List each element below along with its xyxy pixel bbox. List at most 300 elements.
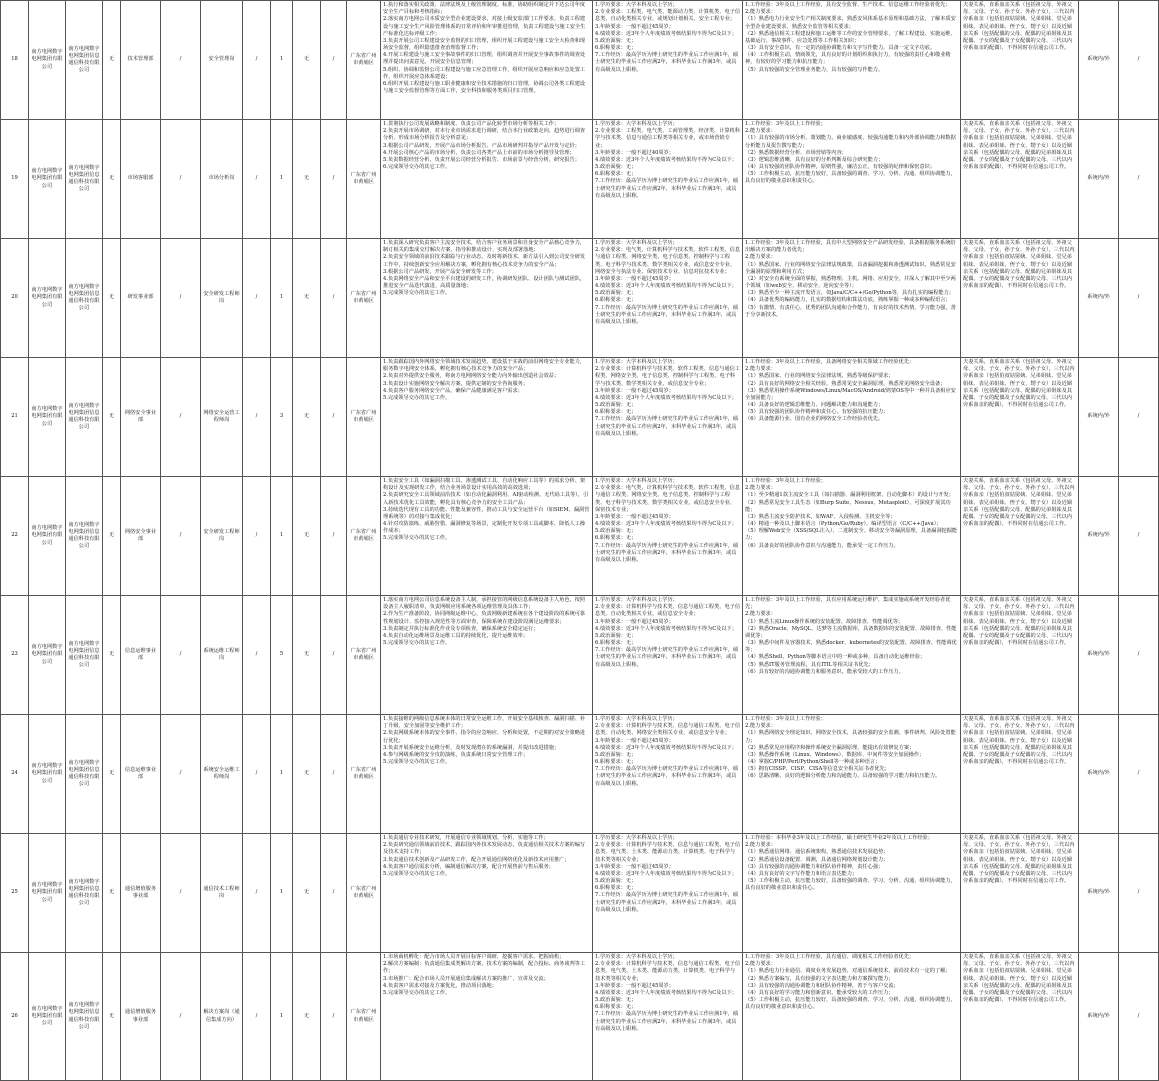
- text-line: 5.政治面貌：无；: [595, 290, 637, 297]
- text-line: 7.工作经历：最高学历为博士研究生的毕业后工作应满1年，硕士研究生的毕业后工作应满2年，本科毕业后工作满3年，或具有高级及以上职称。: [595, 542, 739, 563]
- text-line: 4.绩效要求：近3年个人年度绩效考核结果均不得为C及以下；: [595, 625, 737, 632]
- other-requirement: 无: [293, 120, 321, 239]
- department: 通信增值服务事业部: [121, 834, 161, 953]
- text-line: 4.绩效要求：近3年个人年度绩效考核结果均不得为C及以下；: [595, 30, 737, 37]
- text-line: 5.完成领导交办的其它工作。: [383, 535, 451, 542]
- basic-requirements: [593, 477, 743, 596]
- text-line: （4）具备优秀的编码能力，扎实的数据结构和算法功底，熟练掌握一种或多种编程语言；: [745, 297, 951, 304]
- unit-name: 南方电网数字电网集团信息通信科技有限公司: [66, 1, 103, 120]
- text-line: 3.负责通信技术创新及产品研发工作，配合开展通信网络优化及新技术应用推广；: [383, 856, 570, 863]
- row-number: 20: [1, 239, 29, 358]
- text-line: 1.学历要求：大学本科及以上学历；: [595, 597, 678, 603]
- placeholder: /: [321, 834, 347, 953]
- text-line: 4.负责客户需求对接及方案优化，推动项目落地；: [383, 982, 497, 989]
- row-number: 18: [1, 1, 29, 120]
- remarks: /: [1119, 477, 1159, 596]
- text-line: 2.负责对外提供安全服务，将南方电网网络安全能力向外输出创造社会效益；: [383, 373, 560, 380]
- text-line: 2.专业要求：工程类、电气类、能源动力类、计算机类、电子信息类、自动化类相关专业，或规划计划相关、安全工程专业；: [595, 9, 741, 23]
- text-line: 6.职称要求：无；: [595, 885, 637, 892]
- text-line: 5.政治面貌：无；: [595, 402, 637, 409]
- text-line: 2.专业要求：计算机科学与技术类、软件工程类、信息与通信工程类、网络安全类、电子信息类、控制科学与工程类、电子科学与技术类、数学类相关专业，或信息安全专业；: [595, 366, 741, 387]
- text-line: 1.负责接维的网级信息系统本体的日常安全运维工作，开展安全基线核查、漏洞扫描、补丁升级、安全加固等安全维护工作；: [383, 716, 586, 730]
- text-line: 2.专业要求：工程类、电气类、工商管理类、经济类、计算机科学与技术类、信息与通信工程类等相关专业，或市场营销专业；: [595, 128, 741, 149]
- team: /: [161, 358, 201, 477]
- unit-name: 南方电网数字电网集团信息通信科技有限公司: [66, 596, 103, 715]
- text-line: 3.根据公司产品研发，开展产品市场分析报告、产品市场研判并指导产品开发与定价；: [383, 142, 580, 149]
- company-name: 南方电网数字电网集团有限公司: [29, 358, 66, 477]
- text-line: 7.工作经历：最高学历为博士研究生的毕业后工作应满1年，硕士研究生的毕业后工作应满2年，本科毕业后工作满3年，或具有高级及以上职称。: [595, 178, 739, 199]
- job-duties: [381, 953, 593, 1081]
- text-line: 6.职称要求：无；: [595, 535, 637, 542]
- text-line: 5.完成领导交办的其它工作。: [383, 759, 451, 766]
- post-name: 通信技术工程师岗: [201, 834, 243, 953]
- avoidance-rule: 夫妻关系，直系血亲关系（包括祖父母、外祖父母、父母、子女、孙子女、外孙子女），三代以内旁系血亲（包括伯叔姑舅姨、兄弟姐妹、堂兄弟姐妹、表兄弟姐妹、侄子女、甥子女）以及近姻亲关系（包括配偶的父母、配偶的兄弟姐妹及其配偶、子女的配偶及子女配偶的父母、三代以内旁系血亲的配偶），不得同时在信通公司工作。: [961, 239, 1079, 358]
- text-line: 1.执行和落实相关政策、法律法规及上级管理制度、标准，协助组织制定并下达公司年度安全生产目标和考核指标；: [383, 2, 586, 16]
- team: /: [161, 239, 201, 358]
- placeholder: /: [321, 953, 347, 1081]
- other-requirement: 无: [293, 834, 321, 953]
- sub-department: 无: [103, 834, 121, 953]
- department: 网络安全事业部: [121, 358, 161, 477]
- text-line: （5）理解Web安全（XSS/SQL注入）、二进制安全、移动安全等漏洞原理，具备漏洞挖掘能力；: [745, 528, 958, 542]
- table-row: [1, 1, 1159, 120]
- basic-requirements: [593, 239, 743, 358]
- text-line: 4.开展公司核心产品的市场分析，负责公司各类产品上市前的市场分析推导及管理；: [383, 149, 575, 156]
- text-line: （1）熟悉国家、行业的网络安全法律法规政策，具备漏洞挖掘和渗透测试知识，熟悉常见安全漏洞的原理和利用方式；: [745, 261, 956, 275]
- work-location: 广东省广州市黄埔区: [347, 477, 381, 596]
- post-level: /: [243, 834, 271, 953]
- text-line: （4）具备良好的逻辑思维能力、问题解决能力和沟通能力；: [745, 402, 884, 409]
- post-name: 安全管理岗: [201, 1, 243, 120]
- text-line: 1.市场商机孵化：配合市场人员开展目标客户调研，挖掘客户需求，把握商机；: [383, 954, 565, 960]
- recruit-scope: 系统内/外: [1079, 358, 1119, 477]
- text-line: （2）熟悉数据经营分析、市场营销等内容；: [745, 149, 847, 156]
- text-line: 1.贯彻执行公司发展战略和制度、负责公司产品化转型市场分析等相关工作；: [383, 121, 560, 127]
- text-line: 1.负责跟踪国内外网络安全领域技术发展趋势，建设基于实战的前沿网络安全专业能力，服务数字电网安全体系，孵化拥有核心技术竞争力的安全产品；: [383, 359, 586, 373]
- text-line: 4.绩效要求：近3年个人年度绩效考核结果均不得为C及以下；: [595, 521, 737, 528]
- job-duties: [381, 715, 593, 834]
- text-line: 2.专业要求：计算机科学与技术类、信息与通信工程类、电子信息类、自动化类相关专业，或信息安全专业；: [595, 604, 741, 618]
- text-line: 2.解决方案编制：负责通信集成类解决方案、技术方案的编制，配合投标、商务谈判等工作；: [383, 961, 586, 975]
- headcount: 5: [271, 596, 293, 715]
- qualification-requirements: [743, 834, 961, 953]
- unit-name: 南方电网数字电网集团信息通信科技有限公司: [66, 834, 103, 953]
- work-location: 广东省广州市黄埔区: [347, 596, 381, 715]
- table-row: [1, 834, 1159, 953]
- recruit-scope: 系统内/外: [1079, 715, 1119, 834]
- text-line: 4.绩效要求：近3年个人年度绩效考核结果均不得为C及以下；: [595, 283, 737, 290]
- text-line: 3.年龄要求：一般不超过45周岁；: [595, 387, 674, 394]
- text-line: 2.能力要求：: [745, 9, 776, 16]
- text-line: 5.政治面貌：无；: [595, 997, 637, 1004]
- text-line: 1.工作经验：3年及以上工作经验；: [745, 478, 826, 484]
- work-location: 广东省广州市黄埔区: [347, 120, 381, 239]
- team: /: [161, 834, 201, 953]
- text-line: 5.完成领导交办的其它工作。: [383, 870, 451, 877]
- row-number: 26: [1, 953, 29, 1081]
- text-line: 2.负责网级系统本体的安全事件、指令的应急响应、分析和处置，不定期的对安全策略进行优化；: [383, 730, 586, 744]
- text-line: 3.年龄要求：一般不超过45周岁；: [595, 275, 674, 282]
- sub-department: 无: [103, 1, 121, 120]
- job-duties: [381, 477, 593, 596]
- company-name: 南方电网数字电网集团有限公司: [29, 239, 66, 358]
- job-duties: [381, 834, 593, 953]
- text-line: （3）熟悉至少一种主流开发语言，如Java/C/C++/Go/Python等，具有扎实的编程能力；: [745, 290, 954, 297]
- text-line: （2）熟悉常见安全工具生态（如Burp Suite、Nessus、Metasploit），可深度扩展其功能；: [745, 499, 951, 513]
- remarks: /: [1119, 239, 1159, 358]
- table-row: [1, 715, 1159, 834]
- qualification-requirements: [743, 596, 961, 715]
- text-line: 5.完成领导交办的其它工作。: [383, 290, 451, 297]
- table-row: [1, 120, 1159, 239]
- text-line: （2）具有良好的网络安全相关经验，熟悉常见安全漏洞原理，熟悉常见网络安全设备；: [745, 380, 946, 387]
- text-line: 4.绩效要求：近3年个人年度绩效考核结果均不得为C及以下；: [595, 156, 737, 163]
- recruit-scope: 系统内/外: [1079, 477, 1119, 596]
- text-line: 2.专业要求：电气类、计算机科学与技术类、软件工程类、信息与通信工程类、网络安全类、电子信息类、控制科学与工程类、电子科学与技术类、数学类相关专业，或信息安全专业、保密技术专业；: [595, 485, 741, 513]
- text-line: （3）熟悉常用操作系统Windows/Linux/MacOS/Android/鸿蒙OS等中一种并具备相应安全加固能力；: [745, 387, 956, 401]
- text-line: （2）熟悉常见应用程序和操作系统安全漏洞原理，能提出有效修复方案；: [745, 744, 915, 751]
- text-line: （2）熟悉方案编写，具有较强的文字表达能力和方案撰写能力；: [745, 975, 894, 982]
- text-line: 1.学历要求：大学本科及以上学历；: [595, 478, 678, 484]
- unit-name: 南方电网数字电网集团信息通信科技有限公司: [66, 358, 103, 477]
- text-line: 3.年龄要求：一般不超过45周岁；: [595, 618, 674, 625]
- text-line: （5）具有较强的团队协作精神和责任心，有较强的抗压能力；: [745, 409, 889, 416]
- text-line: 4.绩效要求：近3年个人年度绩效考核结果均不得为C及以下；: [595, 394, 737, 401]
- placeholder: /: [321, 477, 347, 596]
- text-line: 1.落实南方电网公司信息系统设备主人制，承担接管的网级信息系统设备主人角色，按照设备主人履职清单，负责网级应用系统各项运维管理及具体工作；: [383, 597, 586, 611]
- remarks: /: [1119, 715, 1159, 834]
- remarks: /: [1119, 358, 1159, 477]
- text-line: （1）熟悉网络安全理论知识、网络安全技术，具备较强的安全监测、事件研判、风险处置能力；: [745, 730, 956, 744]
- text-line: （1）具有较强的市场分析、策划能力，商业敏感度、较强沟通能力和内外部协调能力和数据分析能力及报告撰写能力；: [745, 135, 956, 149]
- department: 网络安全事业部: [121, 477, 161, 596]
- basic-requirements: [593, 953, 743, 1081]
- team: /: [161, 477, 201, 596]
- avoidance-rule: 夫妻关系，直系血亲关系（包括祖父母、外祖父母、父母、子女、孙子女、外孙子女），三代以内旁系血亲（包括伯叔姑舅姨、兄弟姐妹、堂兄弟姐妹、表兄弟姐妹、侄子女、甥子女）以及近姻亲关系（包括配偶的父母、配偶的兄弟姐妹及其配偶、子女的配偶及子女配偶的父母、三代以内旁系血亲的配偶），不得同时在信通公司工作。: [961, 477, 1079, 596]
- text-line: （2）熟悉通信相关工程建设和施工运维等工作的安全管理要求，了解工程建设、实施运维、基础运行、事故事件、应急处置等工作相关知识；: [745, 30, 956, 44]
- basic-requirements: [593, 596, 743, 715]
- placeholder: /: [321, 358, 347, 477]
- basic-requirements: [593, 358, 743, 477]
- text-line: 1.工作经验：3年及以上工作经验，具有通信、调度相关工作经验者优先；: [745, 954, 915, 960]
- work-location: 广东省广州市黄埔区: [347, 239, 381, 358]
- text-line: 6.职称要求：无；: [595, 171, 637, 178]
- job-duties: [381, 120, 593, 239]
- qualification-requirements: [743, 477, 961, 596]
- text-line: 3.年龄要求：一般不超过45周岁；: [595, 23, 674, 30]
- avoidance-rule: 夫妻关系，直系血亲关系（包括祖父母、外祖父母、父母、子女、孙子女、外孙子女），三代以内旁系血亲（包括伯叔姑舅姨、兄弟姐妹、堂兄弟姐妹、表兄弟姐妹、侄子女、甥子女）以及近姻亲关系（包括配偶的父母、配偶的兄弟姐妹及其配偶、子女的配偶及子女配偶的父母、三代以内旁系血亲的配偶），不得同时在信通公司工作。: [961, 953, 1079, 1081]
- text-line: 2.能力要求：: [745, 366, 776, 373]
- text-line: （5）工作积极主动，抗压能力较好，具备较强的调查、学习、分析、沟通、组织协调能力，具有良好的敬业意识和责任心。: [745, 878, 956, 892]
- text-line: 4.负责网络安全产品和安全平台建设的研发工作，协调研发团队、设计团队与测试团队，推进安全产品迭代演进、高质量落地；: [383, 275, 586, 290]
- job-duties: [381, 358, 593, 477]
- table-row: [1, 953, 1159, 1081]
- recruit-scope: 系统内/外: [1079, 120, 1119, 239]
- team: /: [161, 715, 201, 834]
- remarks: /: [1119, 953, 1159, 1081]
- text-line: 2.能力要求：: [745, 961, 776, 968]
- department: 技术管理部: [121, 1, 161, 120]
- company-name: 南方电网数字电网集团有限公司: [29, 596, 66, 715]
- qualification-requirements: [743, 120, 961, 239]
- text-line: （3）具有较强的沟通协调能力和团队协作精神，善于与客户交流；: [745, 982, 899, 989]
- text-line: 6.组织开展工程建设与施工职业健康和安全技术措施的归口管理，协调公司各类工程建设与施工安全监督管理等方面工作，安全科技和服务类项目归口管理。: [383, 80, 586, 95]
- unit-name: 南方电网数字电网集团信息通信科技有限公司: [66, 120, 103, 239]
- text-line: 2.专业要求：计算机科学与技术类、信息与通信工程类、电子信息类、电气类、土木类、能源动力类、计算机类、电子科学与技术类等相关专业；: [595, 961, 741, 982]
- text-line: 4.负责自动化运维场景及运维工具的持续优化，提升运维效率；: [383, 632, 529, 639]
- post-level: /: [243, 1, 271, 120]
- post-level: /: [243, 477, 271, 596]
- text-line: 5.完成领导交办的其它工作。: [383, 394, 451, 401]
- text-line: （3）熟悉操作系统（Linux、Windows）、数据库、中间件等安全加固操作；: [745, 751, 925, 758]
- text-line: 1.学历要求：大学本科及以上学历；: [595, 240, 678, 246]
- post-level: /: [243, 953, 271, 1081]
- text-line: 7.工作经历：最高学历为博士研究生的毕业后工作应满1年，硕士研究生的毕业后工作应满2年，本科毕业后工作满3年，或具有高级及以上职称。: [595, 892, 739, 913]
- sub-department: 无: [103, 596, 121, 715]
- text-line: 2.能力要求：: [745, 128, 776, 135]
- text-line: （5）熟悉IT服务管理流程，具有ITIL等相关证书优先；: [745, 661, 874, 668]
- other-requirement: 无: [293, 715, 321, 834]
- department: 研发事业部: [121, 239, 161, 358]
- text-line: 3.负责制定并执行标准化作业及专项检查，确保系统安全稳定运行；: [383, 625, 539, 632]
- text-line: 2.负责安全领域的前沿技术跟踪与行业动态，及时将新技术、新方法引入到公司安全研发工作中，持续创新安全应用解决方案，孵化拥有核心技术竞争力的安全产品；: [383, 254, 586, 268]
- post-level: /: [243, 358, 271, 477]
- text-line: 2.能力要求：: [745, 254, 776, 261]
- post-name: 安全研发工程师岗: [201, 239, 243, 358]
- recruit-scope: 系统内/外: [1079, 239, 1119, 358]
- post-name: 网络安全运营工程师岗: [201, 358, 243, 477]
- work-location: 广东省广州市黄埔区: [347, 358, 381, 477]
- text-line: 4.绩效要求：近3年个人年度绩效考核结果均不得为C及以下；: [595, 989, 737, 996]
- work-location: 广东省广州市黄埔区: [347, 715, 381, 834]
- headcount: 3: [271, 358, 293, 477]
- text-line: （4）具有较强的团队协作精神，原则性强，廉洁公正，有较强的纪律和保密意识；: [745, 164, 936, 171]
- text-line: （1）熟悉电力行业安全生产相关制度要求，熟悉安风体系基本原理和基础方法，了解本质安全型企业建设要求，熟悉安全监管等相关要求；: [745, 16, 956, 30]
- sub-department: 无: [103, 953, 121, 1081]
- remarks: /: [1119, 1, 1159, 120]
- headcount: 1: [271, 953, 293, 1081]
- text-line: 6.职称要求：无；: [595, 297, 637, 304]
- text-line: （6）具备良好的团队协作意识与沟通能力，能承受一定工作压力。: [745, 542, 899, 549]
- other-requirement: 无: [293, 596, 321, 715]
- text-line: 1.工作经验：3年及以上工作经验，具有中大型网络安全产品研发经验，具备根据服务系统给出解决方案的能力者优先；: [745, 240, 956, 254]
- text-line: 3.年龄要求：一般不超过40周岁；: [595, 149, 674, 156]
- company-name: 南方电网数字电网集团有限公司: [29, 715, 66, 834]
- text-line: 4.负责客户通信需求分析，编制通信解决方案，配合开展售前与售后服务；: [383, 863, 554, 870]
- avoidance-rule: 夫妻关系，直系血亲关系（包括祖父母、外祖父母、父母、子女、孙子女、外孙子女），三代以内旁系血亲（包括伯叔姑舅姨、兄弟姐妹、堂兄弟姐妹、表兄弟姐妹、侄子女、甥子女）以及近姻亲关系（包括配偶的父母、配偶的兄弟姐妹及其配偶、子女的配偶及子女配偶的父母、三代以内旁系血亲的配偶），不得同时在信通公司工作。: [961, 715, 1079, 834]
- text-line: 3.持续迭代现有工具的功能、性能及兼容性，推动工具与安全运营平台（如SIEM、漏洞管理系统等）的对接与集成优化；: [383, 506, 590, 520]
- text-line: 6.职称要求：无；: [595, 1004, 637, 1011]
- avoidance-rule: 夫妻关系，直系血亲关系（包括祖父母、外祖父母、父母、子女、孙子女、外孙子女），三代以内旁系血亲（包括伯叔姑舅姨、兄弟姐妹、堂兄弟姐妹、表兄弟姐妹、侄子女、甥子女）以及近姻亲关系（包括配偶的父母、配偶的兄弟姐妹及其配偶、子女的配偶及子女配偶的父母、三代以内旁系血亲的配偶），不得同时在信通公司工作。: [961, 358, 1079, 477]
- job-duties: [381, 596, 593, 715]
- text-line: （2）熟悉Oracle、MySQL、达梦等主流数据库，具备数据库的安装配置、故障排查、性能调优等；: [745, 625, 957, 639]
- text-line: 3.负责设计实施网络安全解决方案，提供定制的安全咨询服务；: [383, 380, 529, 387]
- text-line: （1）至少精通1款主流安全工具（如扫描器、漏洞利用框架、自动化脚本）的设计与开发；: [745, 492, 954, 499]
- headcount: 1: [271, 120, 293, 239]
- text-line: 1.工作经验：3年及以上工作经验，具有安全监督、生产技术、信息运维工作经验者优先；: [745, 2, 951, 8]
- text-line: （4）掌握C/PHP/Perl/Python/Shell等一种或多种语言；: [745, 759, 881, 766]
- company-name: 南方电网数字电网集团有限公司: [29, 120, 66, 239]
- job-duties: [381, 1, 593, 120]
- unit-name: 南方电网数字电网集团信息通信科技有限公司: [66, 953, 103, 1081]
- text-line: 2.能力要求：: [745, 723, 776, 730]
- sub-department: 无: [103, 120, 121, 239]
- text-line: 2.能力要求：: [745, 842, 776, 849]
- text-line: 7.工作经历：最高学历为博士研究生的毕业后工作应满1年，硕士研究生的毕业后工作应满2年，本科毕业后工作满3年，或具有高级及以上职称。: [595, 52, 739, 73]
- text-line: 4.绩效要求：近3年个人年度绩效考核结果均不得为C及以下；: [595, 870, 737, 877]
- text-line: 6.职称要求：无；: [595, 640, 637, 647]
- qualification-requirements: [743, 1, 961, 120]
- text-line: （4）具有良好的学习能力和创新意识，能承受较大的工作压力；: [745, 989, 894, 996]
- placeholder: /: [321, 239, 347, 358]
- text-line: （4）精通一种及以上脚本语言（Python/Go/Ruby），编译型语言（C/C++/Java）；: [745, 521, 942, 528]
- basic-requirements: [593, 1, 743, 120]
- text-line: 1.学历要求：大学本科及以上学历；: [595, 716, 678, 722]
- table-row: [1, 477, 1159, 596]
- text-line: （1）熟悉电力行业通信、调度业务发展趋势，对通信系统技术、前沿技术有一定的了解；: [745, 968, 951, 975]
- remarks: /: [1119, 596, 1159, 715]
- table-row: [1, 596, 1159, 715]
- text-line: （2）对安全有系统全面的掌握，熟悉物理、主机、网络、应用安全，并深入了解其中至少两个领域（如web安全、移动安全、逆向安全等）；: [745, 275, 956, 290]
- post-name: 安全研发工程师岗: [201, 477, 243, 596]
- text-line: 2.负责研究通信领域前沿技术，跟踪国内外技术发展动态，负责通信相关技术方案的编写及技术支持工作；: [383, 842, 586, 856]
- text-line: 2.作为生产准备阶段，协同网级运维中心，负责网级新建系统在各个建设阶段的系统可靠性规划设计、监控接入规范性等方面审查，保障系统在建设阶段满足运维要求；: [383, 611, 586, 625]
- sub-department: 无: [103, 477, 121, 596]
- text-line: 5.组织、协调和监督公司工程建设与施工应急管理工作，组织开展应急响应和应急处置工作，组织开展应急体系建设；: [383, 66, 586, 80]
- company-name: 南方电网数字电网集团有限公司: [29, 834, 66, 953]
- placeholder: /: [321, 120, 347, 239]
- headcount: 1: [271, 239, 293, 358]
- text-line: 1.学历要求：大学本科及以上学历；: [595, 121, 678, 127]
- headcount: 1: [271, 477, 293, 596]
- row-number: 23: [1, 596, 29, 715]
- avoidance-rule: 夫妻关系，直系血亲关系（包括祖父母、外祖父母、父母、子女、孙子女、外孙子女），三代以内旁系血亲（包括伯叔姑舅姨、兄弟姐妹、堂兄弟姐妹、表兄弟姐妹、侄子女、甥子女）以及近姻亲关系（包括配偶的父母、配偶的兄弟姐妹及其配偶、子女的配偶及子女配偶的父母、三代以内旁系血亲的配偶），不得同时在信通公司工作。: [961, 596, 1079, 715]
- basic-requirements: [593, 120, 743, 239]
- recruit-scope: 系统内/外: [1079, 953, 1119, 1081]
- headcount: 1: [271, 715, 293, 834]
- text-line: 2.负责研究安全工具领域前沿技术（如自动化漏洞利用、AI驱动检测、无代码工具等），引入新技术优化工具效能，孵化具有核心竞争力的安全工具产品；: [383, 492, 589, 506]
- text-line: （3）具有较强的沟通协调能力和团队协作精神，责任心强；: [745, 863, 884, 870]
- other-requirement: 无: [293, 239, 321, 358]
- basic-requirements: [593, 834, 743, 953]
- post-name: 系统安全运维工程师岗: [201, 715, 243, 834]
- avoidance-rule: 夫妻关系，直系血亲关系（包括祖父母、外祖父母、父母、子女、孙子女、外孙子女），三代以内旁系血亲（包括伯叔姑舅姨、兄弟姐妹、堂兄弟姐妹、表兄弟姐妹、侄子女、甥子女）以及近姻亲关系（包括配偶的父母、配偶的兄弟姐妹及其配偶、子女的配偶及子女配偶的父母、三代以内旁系血亲的配偶），不得同时在信通公司工作。: [961, 834, 1079, 953]
- text-line: 5.政治面貌：无；: [595, 878, 637, 885]
- text-line: 1.负责安全工具（如漏洞扫描工具、渗透测试工具、自动化响应工具等）的需求分析、架构设计及实现研发工作，结合业务场景设计实用高效的高效选项；: [383, 478, 586, 492]
- text-line: （4）具有良好的文字写作能力和语言表达能力；: [745, 870, 858, 877]
- text-line: （6）具备能源行业、国有企业的网络安全工作经验者优先。: [745, 416, 884, 423]
- team: /: [161, 953, 201, 1081]
- text-line: 5.政治面貌：无；: [595, 164, 637, 171]
- text-line: （3）逻辑思维清晰，具有良好的分析判断及综合研究能力；: [745, 156, 884, 163]
- text-line: 2.能力要求：: [745, 485, 776, 492]
- other-requirement: 无: [293, 477, 321, 596]
- team: /: [161, 1, 201, 120]
- sub-department: 无: [103, 358, 121, 477]
- text-line: 3.市场推广：配合市场人员开展通信集成解决方案的推广、宣讲及交流；: [383, 975, 549, 982]
- unit-name: 南方电网数字电网集团信息通信科技有限公司: [66, 715, 103, 834]
- unit-name: 南方电网数字电网集团信息通信科技有限公司: [66, 477, 103, 596]
- text-line: 2.专业要求：计算机科学与技术类、信息与通信工程类、电子信息类、电气类、土木类、能源动力类、计算机类、电子科学与技术类等相关专业；: [595, 842, 741, 863]
- recruit-scope: 系统内/外: [1079, 596, 1119, 715]
- text-line: （5）工作积极主动，抗压能力较好，具备较强的调查、学习、分析、沟通、组织协调能力，具有良好的敬业意识和责任心。: [745, 997, 956, 1011]
- unit-name: 南方电网数字电网集团信息通信科技有限公司: [66, 239, 103, 358]
- text-line: 1.负责深入研究负责客户主流安全技术，结合客户业务场景和自身安全产品核心竞争力，制订相关的集成交付解决方案、指导和推动设计、实现及部署落地；: [383, 240, 586, 254]
- text-line: （5）拥有CISSP、CISP、CISA等信息安全相关证书者优先；: [745, 766, 890, 773]
- text-line: 6.职称要求：无；: [595, 45, 637, 52]
- text-line: 1.学历要求：大学本科及以上学历；: [595, 954, 678, 960]
- text-line: 5.负责数据经营分析，负责开展公司经营分析报告、市场前景与经营分析、研究报告；: [383, 156, 580, 163]
- placeholder: /: [321, 596, 347, 715]
- text-line: 1.学历要求：大学本科及以上学历；: [595, 2, 678, 8]
- other-requirement: 无: [293, 358, 321, 477]
- text-line: 4.绩效要求：近3年个人年度绩效考核结果均不得为C及以下；: [595, 744, 737, 751]
- table-row: [1, 358, 1159, 477]
- work-location: 广东省广州市黄埔区: [347, 1, 381, 120]
- placeholder: /: [321, 715, 347, 834]
- text-line: （3）具有安全意识，有一定的沟通协调能力和文字写作能力，具备一定文字功底。: [745, 45, 936, 52]
- text-line: 2.负责开展市场调研，对本行业市场需求进行调研，结合本行业政策走向、趋势进行调查分析，形成市场分析报告及分析意见；: [383, 128, 586, 142]
- table-row: [1, 239, 1159, 358]
- headcount: 1: [271, 1, 293, 120]
- text-line: （5）工作积极主动，抗压能力较好，具备较强的调查、学习、分析、沟通、组织协调能力，具有良好的敬业意识和责任心。: [745, 171, 956, 185]
- company-name: 南方电网数字电网集团有限公司: [29, 953, 66, 1081]
- text-line: 7.工作经历：最高学历为博士研究生的毕业后工作应满1年，硕士研究生的毕业后工作应满2年，本科毕业后工作满3年，或具有高级及以上职称。: [595, 647, 739, 668]
- qualification-requirements: [743, 358, 961, 477]
- text-line: （4）熟悉Shell、Python等脚本语言中的一种或多种，具备自动化运维经验；: [745, 654, 926, 661]
- text-line: 3.年龄要求：一般不超过45周岁；: [595, 863, 674, 870]
- text-line: （5）具有较强的安全管理业务能力，具有较强的写作能力。: [745, 66, 884, 73]
- text-line: （3）熟悉主流安全防护技术，如WAF、入侵检测、主机安全等；: [745, 513, 896, 520]
- avoidance-rule: 夫妻关系，直系血亲关系（包括祖父母、外祖父母、父母、子女、孙子女、外孙子女），三代以内旁系血亲（包括伯叔姑舅姨、兄弟姐妹、堂兄弟姐妹、表兄弟姐妹、侄子女、甥子女）以及近姻亲关系（包括配偶的父母、配偶的兄弟姐妹及其配偶、子女的配偶及子女配偶的父母、三代以内旁系血亲的配偶），不得同时在信通公司工作。: [961, 120, 1079, 239]
- post-name: 系统运维工程师岗: [201, 596, 243, 715]
- row-number: 19: [1, 120, 29, 239]
- headcount: 1: [271, 834, 293, 953]
- text-line: 5.政治面貌：无；: [595, 528, 637, 535]
- text-line: 5.政治面貌：无；: [595, 751, 637, 758]
- job-duties: [381, 239, 593, 358]
- row-number: 24: [1, 715, 29, 834]
- text-line: 5.完成领导交办的其它工作。: [383, 640, 451, 647]
- text-line: （6）具有较好的沟通协调能力和服务意识，能承受较大的工作压力。: [745, 668, 904, 675]
- text-line: 1.学历要求：大学本科及以上学历；: [595, 835, 678, 841]
- text-line: 1.学历要求：大学本科及以上学历；: [595, 359, 678, 365]
- text-line: 2.能力要求：: [745, 611, 776, 618]
- text-line: （3）熟悉中间件及容器技术，熟悉docker、kubernetes的安装配置、故障排查、性能调优等；: [745, 640, 957, 654]
- qualification-requirements: [743, 715, 961, 834]
- text-line: 1.工作经验：3年及以上工作经验，具有应用系统运行维护、集成实施或系统开发经验者优先；: [745, 597, 951, 611]
- row-number: 25: [1, 834, 29, 953]
- row-number: 22: [1, 477, 29, 596]
- work-location: 广东省广州市黄埔区: [347, 834, 381, 953]
- text-line: 2.专业要求：电气类、计算机科学与技术类、软件工程类、信息与通信工程类、网络安全类、电子信息类、控制科学与工程类、电子科学与技术类、数学类相关专业，或信息安全专业、网络安全与执法专业、保密技术专业、信息对抗技术专业；: [595, 247, 741, 275]
- post-name: 解决方案岗（通信集成方向）: [201, 953, 243, 1081]
- department: 通信增值服务事业部: [121, 953, 161, 1081]
- recruit-scope: 系统内/外: [1079, 1, 1119, 120]
- text-line: 1.工作经验：3年及以上工作经验；: [745, 121, 826, 127]
- department: 市场客服部: [121, 120, 161, 239]
- text-line: 6.职称要求：无；: [595, 409, 637, 416]
- text-line: 1.工作经验：本科毕业3年及以上工作经验，硕士研究生毕业2年及以上工作经验；: [745, 835, 933, 841]
- text-line: 6.职称要求：无；: [595, 759, 637, 766]
- team: /: [161, 596, 201, 715]
- text-line: 2.专业要求：计算机科学与技术类、信息与通信工程类、电子信息类、自动化类、网络安全类相关专业，或信息安全专业；: [595, 723, 741, 737]
- text-line: 3.年龄要求：一般不超过45周岁；: [595, 737, 674, 744]
- text-line: 3.负责开展系统安全运维分析，及时发现潜在的系统漏洞，并提出改进措施；: [383, 744, 560, 751]
- text-line: 5.政治面貌：无；: [595, 37, 637, 44]
- text-line: （1）熟悉通信网络、通信系统架构，熟悉通信技术发展趋势；: [745, 849, 889, 856]
- work-location: 广东省广州市黄埔区: [347, 953, 381, 1081]
